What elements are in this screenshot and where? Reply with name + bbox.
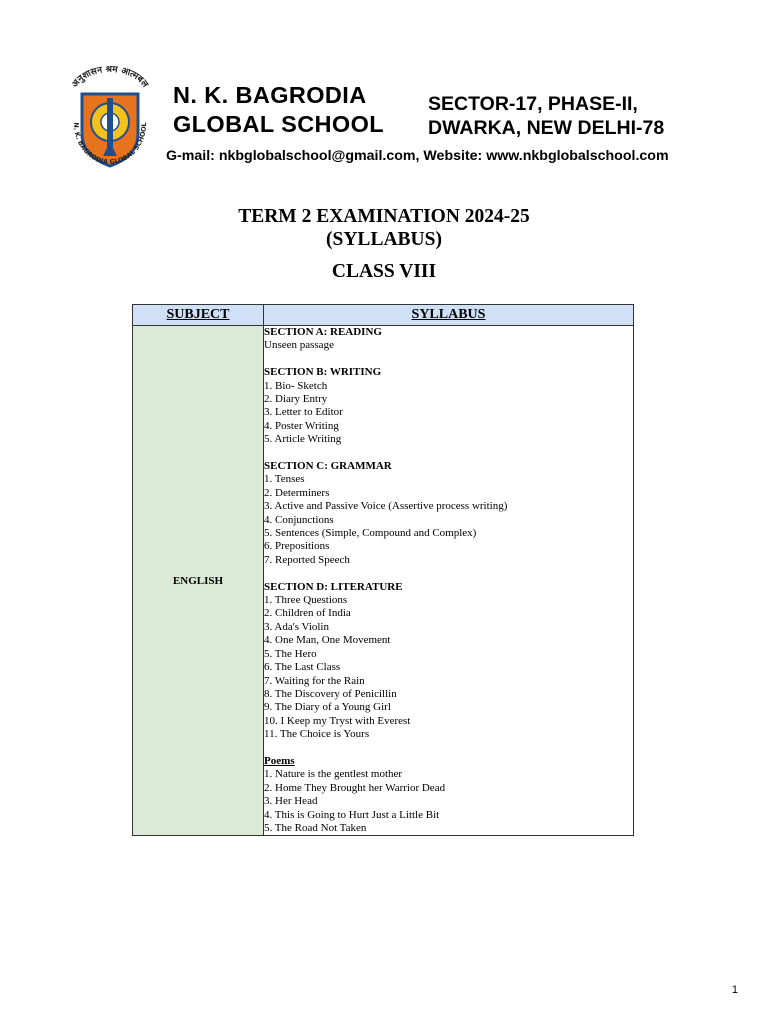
school-logo-icon xyxy=(60,64,160,182)
list-item: 3. Letter to Editor xyxy=(264,406,343,419)
class-title: CLASS VIII xyxy=(331,261,437,282)
list-item: 1. Bio- Sketch xyxy=(264,379,328,392)
list-item: 1. Nature is the gentlest mother xyxy=(264,768,403,781)
syllabus-subtitle: (SYLLABUS) xyxy=(326,229,442,250)
header-subject: SUBJECT xyxy=(133,305,264,326)
list-item: 1. Three Questions xyxy=(264,594,348,607)
list-item: 4. One Man, One Movement xyxy=(264,634,391,647)
list-item: 7. Reported Speech xyxy=(264,553,350,566)
list-item: Unseen passage xyxy=(264,339,334,352)
syllabus-cell xyxy=(264,326,634,836)
list-item: 2. Home They Brought her Warrior Dead xyxy=(264,781,446,794)
poems-title: Poems xyxy=(264,754,295,767)
exam-title: TERM 2 EXAMINATION 2024-25 xyxy=(238,206,530,227)
list-item: 6. Prepositions xyxy=(264,540,330,553)
list-item: 3. Active and Passive Voice (Assertive process writing) xyxy=(264,500,508,513)
list-item: 3. Her Head xyxy=(264,795,318,808)
list-item: 2. Children of India xyxy=(264,607,351,620)
school-address xyxy=(428,92,664,140)
section-c-title: SECTION C: GRAMMAR xyxy=(264,460,392,473)
school-name xyxy=(173,81,384,139)
school-name-line1: N. K. BAGRODIA xyxy=(173,82,367,108)
logo-motto: अनुशासन श्रम आत्मबल xyxy=(70,64,150,90)
header-syllabus: SYLLABUS xyxy=(264,305,634,326)
table-row xyxy=(133,326,634,836)
section-b-title: SECTION B: WRITING xyxy=(264,366,382,379)
list-item: 11. The Choice is Yours xyxy=(264,728,370,741)
address-line1: SECTOR-17, PHASE-II, xyxy=(428,93,638,115)
list-item: 2. Determiners xyxy=(264,486,330,499)
list-item: 5. The Road Not Taken xyxy=(264,821,367,834)
list-item: 4. Poster Writing xyxy=(264,419,339,432)
list-item: 10. I Keep my Tryst with Everest xyxy=(264,714,411,727)
address-line2: DWARKA, NEW DELHI-78 xyxy=(428,117,665,139)
list-item: 5. Sentences (Simple, Compound and Complex) xyxy=(264,527,477,540)
table-header-row xyxy=(133,305,634,326)
list-item: 2. Diary Entry xyxy=(264,393,328,406)
list-item: 8. The Discovery of Penicillin xyxy=(264,687,397,700)
list-item: 5. Article Writing xyxy=(264,433,342,446)
school-name-line2: GLOBAL SCHOOL xyxy=(173,111,385,137)
svg-text:अनुशासन श्रम आत्मबल xyxy=(70,65,150,90)
page-number: 1 xyxy=(731,984,738,996)
list-item: 1. Tenses xyxy=(264,473,305,486)
list-item: 6. The Last Class xyxy=(264,661,341,674)
list-item: 7. Waiting for the Rain xyxy=(264,674,365,687)
subject-cell: ENGLISH xyxy=(133,326,264,836)
contact-line: G-mail: nkbglobalschool@gmail.com, Website: www.nkbglobalschool.com xyxy=(166,148,669,164)
section-d-title: SECTION D: LITERATURE xyxy=(264,580,403,593)
list-item: 3. Ada's Violin xyxy=(264,620,329,633)
list-item: 4. This is Going to Hurt Just a Little Bit xyxy=(264,808,440,821)
syllabus-table xyxy=(132,304,634,836)
list-item: 5. The Hero xyxy=(264,647,317,660)
list-item: 9. The Diary of a Young Girl xyxy=(264,701,391,714)
section-a-title: SECTION A: READING xyxy=(264,326,382,338)
logo-ring-text: N. K. BAGRODIA GLOBAL SCHOOL xyxy=(71,122,149,167)
list-item: 4. Conjunctions xyxy=(264,513,334,526)
letterhead xyxy=(60,64,720,184)
